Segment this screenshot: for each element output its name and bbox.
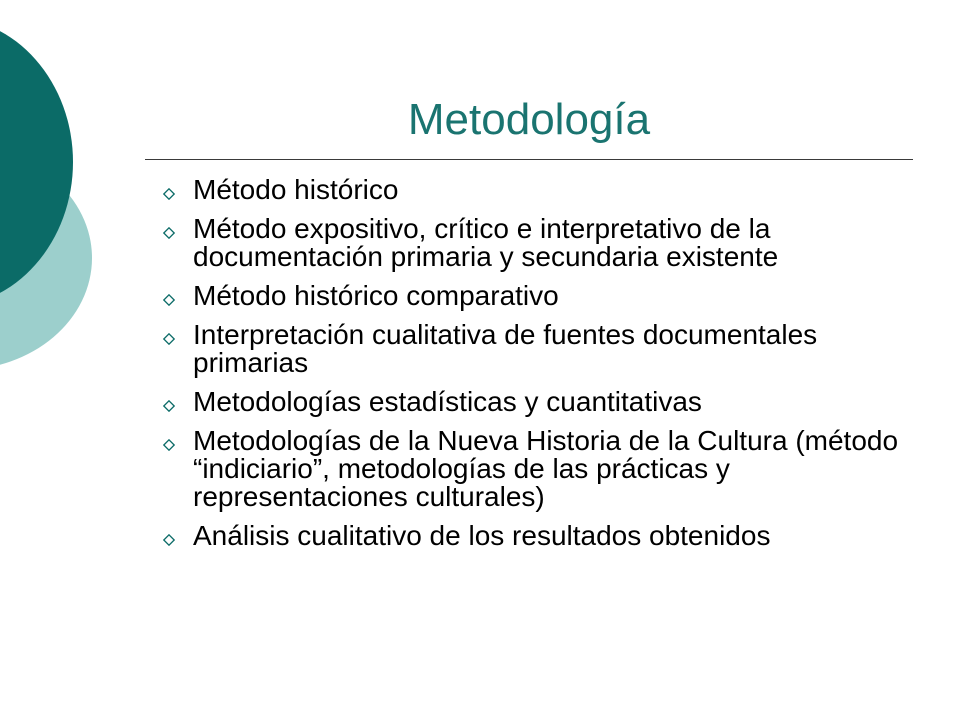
hollow-diamond-bullet-icon (163, 294, 175, 306)
bullet-item (155, 388, 900, 416)
title-divider (145, 159, 913, 160)
bullet-item (155, 427, 900, 511)
bullet-text: Método histórico comparativo (193, 280, 559, 311)
slide-title: Metodología (407, 95, 651, 144)
bullet-list (155, 176, 900, 561)
decorative-circles (0, 0, 120, 400)
hollow-diamond-bullet-icon (163, 227, 175, 239)
bullet-item (155, 282, 900, 310)
bullet-text: Metodologías estadísticas y cuantitativas (193, 386, 702, 417)
hollow-diamond-bullet-icon (163, 534, 175, 546)
bullet-item (155, 215, 900, 271)
bullet-item (155, 321, 900, 377)
bullet-item (155, 522, 900, 550)
bullet-item (155, 176, 900, 204)
bullet-text: Método histórico (193, 174, 399, 205)
bullet-text: Interpretación cualitativa de fuentes documentales primarias (193, 319, 818, 378)
bullet-text: Análisis cualitativo de los resultados obtenidos (193, 520, 771, 551)
bullet-text: Metodologías de la Nueva Historia de la Cultura (método “indiciario”, metodologías de las prácticas y representaciones culturales) (193, 425, 899, 512)
bullet-text: Método expositivo, crítico e interpretativo de la documentación primaria y secundaria existente (193, 213, 779, 272)
hollow-diamond-bullet-icon (163, 333, 175, 345)
hollow-diamond-bullet-icon (163, 188, 175, 200)
hollow-diamond-bullet-icon (163, 400, 175, 412)
hollow-diamond-bullet-icon (163, 439, 175, 451)
